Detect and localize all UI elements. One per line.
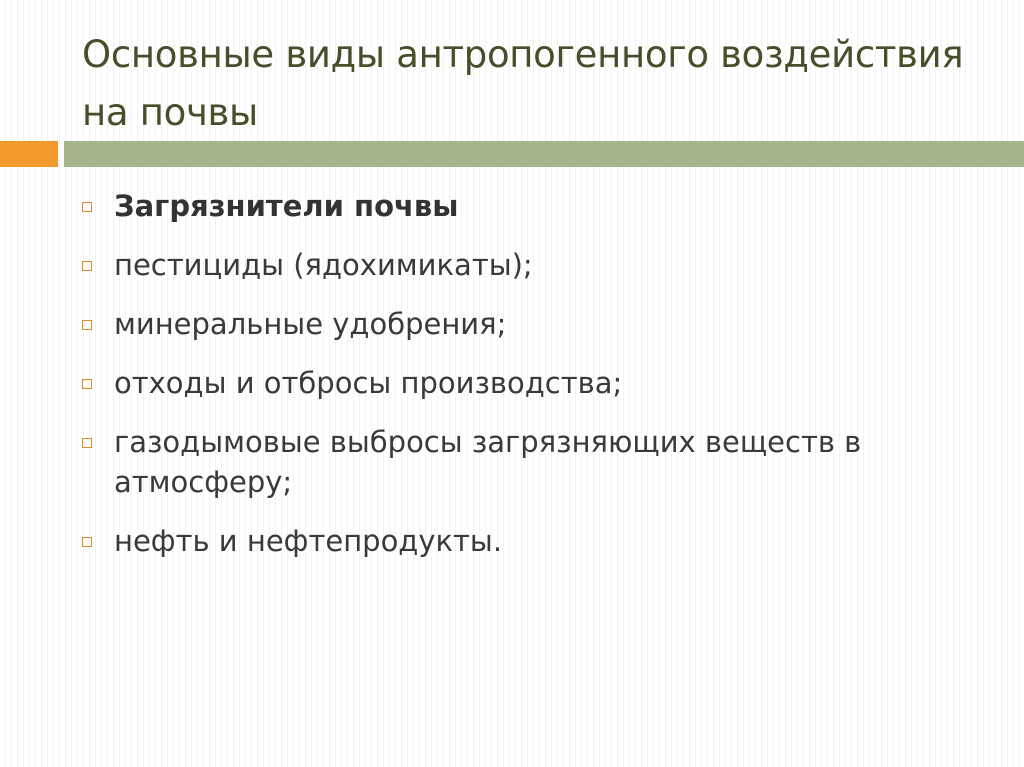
bullet-item — [76, 304, 996, 344]
bullet-text: нефть и нефтепродукты. — [114, 524, 503, 558]
square-bullet-icon — [82, 537, 92, 547]
bullet-text: газодымовые выбросы загрязняющих веществ в атмосферу; — [114, 425, 862, 499]
bullet-text: пестициды (ядохимикаты); — [114, 248, 533, 282]
bullet-text: отходы и отбросы производства; — [114, 366, 623, 400]
title-accent-bar-green — [64, 141, 1024, 167]
bullet-item — [76, 363, 996, 403]
square-bullet-icon — [82, 379, 92, 389]
title-accent-bar-orange — [0, 141, 58, 167]
bullet-item — [76, 245, 996, 285]
square-bullet-icon — [82, 320, 92, 330]
square-bullet-icon — [82, 438, 92, 448]
square-bullet-icon — [82, 261, 92, 271]
bullet-text: минеральные удобрения; — [114, 307, 507, 341]
square-bullet-icon — [82, 202, 92, 212]
bullet-item — [76, 186, 996, 226]
bullet-text: Загрязнители почвы — [114, 189, 459, 223]
bullet-list — [76, 186, 996, 580]
bullet-item — [76, 422, 996, 502]
bullet-item — [76, 521, 996, 561]
slide-title: Основные виды антропогенного воздействия на почвы — [82, 33, 964, 134]
